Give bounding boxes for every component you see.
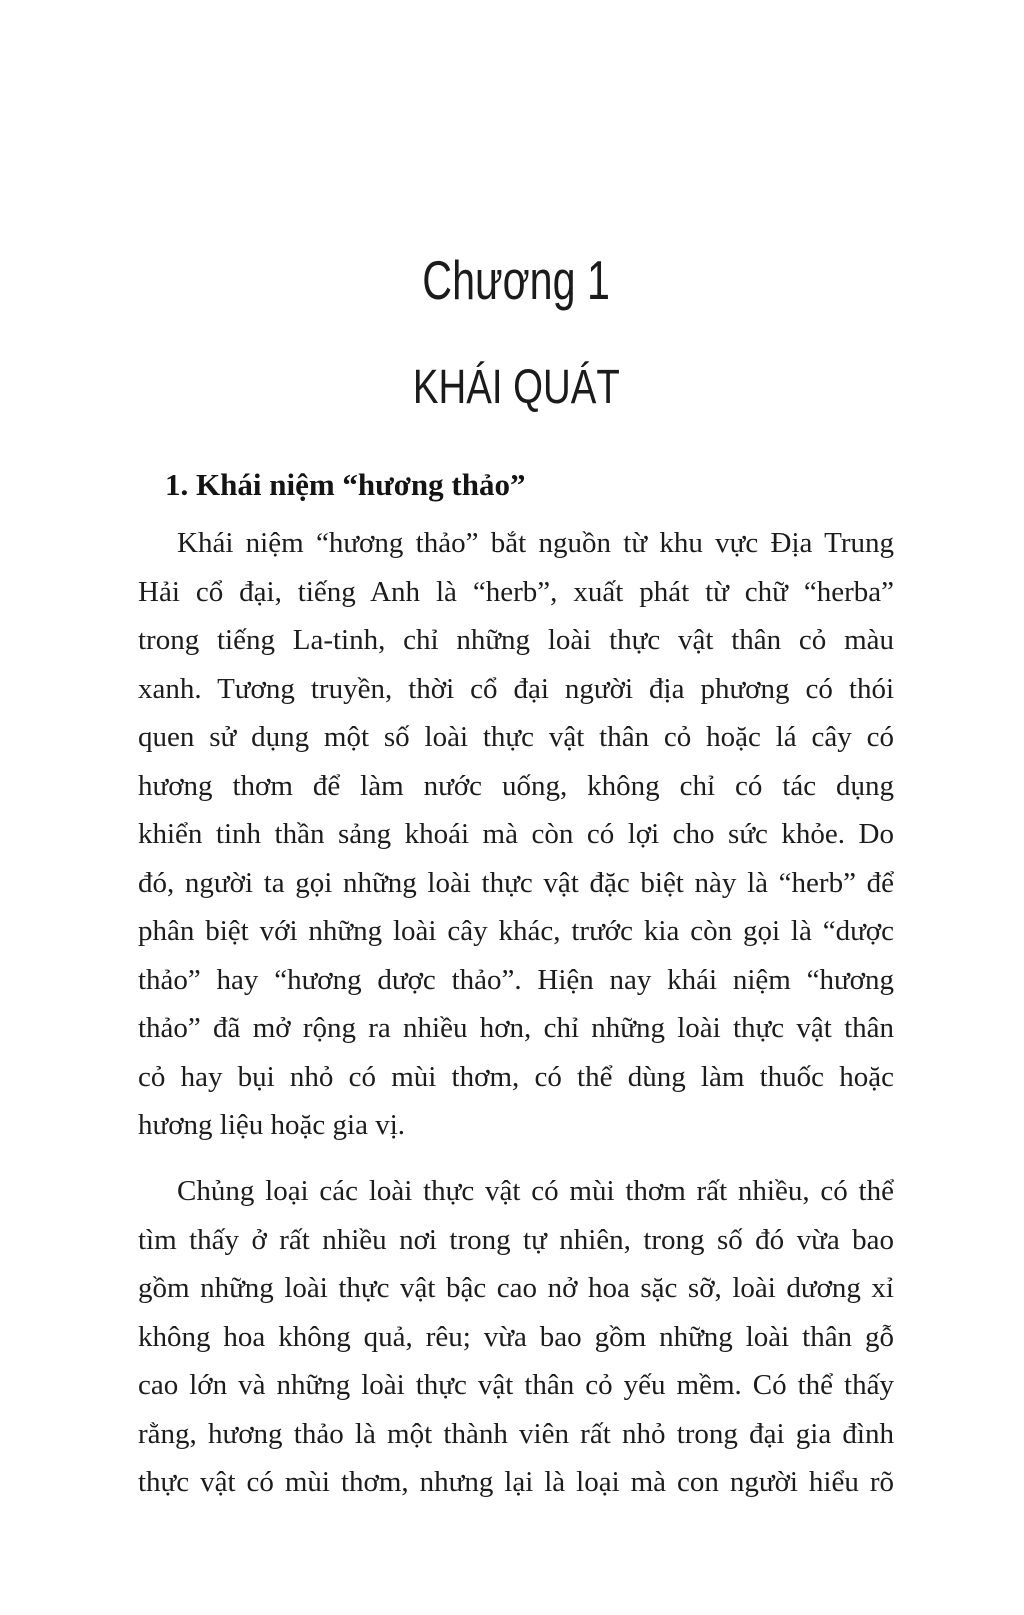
text-line: xanh. Tương truyền, thời cổ đại người địa phương có thói: [138, 672, 894, 705]
text-line: Hải cổ đại, tiếng Anh là “herb”, xuất phát từ chữ “herba”: [138, 575, 894, 608]
chapter-title: [138, 361, 894, 414]
text-line: gồm những loài thực vật bậc cao nở hoa sặc sỡ, loài dương xỉ: [138, 1272, 894, 1304]
text-line: rằng, hương thảo là một thành viên rất nhỏ trong đại gia đình: [138, 1417, 894, 1450]
text-line: hương thơm để làm nước uống, không chỉ có tác dụng: [138, 769, 894, 802]
text-line: quen sử dụng một số loài thực vật thân cỏ hoặc lá cây có: [138, 721, 894, 753]
text-line: không hoa không quả, rêu; vừa bao gồm những loài thân gỗ: [138, 1320, 894, 1353]
text-line: cao lớn và những loài thực vật thân cỏ yếu mềm. Có thể thấy: [138, 1369, 894, 1401]
section-heading: 1. Khái niệm “hương thảo”: [165, 467, 526, 502]
text-line: khiển tinh thần sảng khoái mà còn có lợi cho sức khỏe. Do: [138, 818, 894, 850]
text-line: hương liệu hoặc gia vị.: [138, 1109, 406, 1141]
text-line: thực vật có mùi thơm, nhưng lại là loại mà con người hiểu rõ: [138, 1466, 894, 1498]
text-line: thảo” đã mở rộng ra nhiều hơn, chỉ những loài thực vật thân: [138, 1012, 894, 1044]
paragraph-1: [138, 519, 894, 1150]
text-line: tìm thấy ở rất nhiều nơi trong tự nhiên, trong số đó vừa bao: [138, 1223, 894, 1256]
text-line: đó, người ta gọi những loài thực vật đặc biệt này là “herb” để: [138, 866, 894, 899]
text-line: Chủng loại các loài thực vật có mùi thơm rất nhiều, có thể: [177, 1175, 894, 1207]
text-column: [138, 0, 894, 1615]
text-line: Khái niệm “hương thảo” bắt nguồn từ khu vực Địa Trung: [177, 527, 894, 559]
chapter-title-text: KHÁI QUÁT: [412, 361, 620, 414]
paragraph-2: [138, 1167, 894, 1507]
chapter-number: [138, 249, 894, 311]
chapter-number-text: Chương 1: [422, 249, 610, 311]
text-line: trong tiếng La-tinh, chỉ những loài thực vật thân cỏ màu: [138, 624, 894, 656]
text-line: cỏ hay bụi nhỏ có mùi thơm, có thể dùng làm thuốc hoặc: [138, 1060, 894, 1093]
text-line: phân biệt với những loài cây khác, trước kia còn gọi là “dược: [138, 915, 894, 947]
text-line: thảo” hay “hương dược thảo”. Hiện nay khái niệm “hương: [138, 963, 894, 996]
